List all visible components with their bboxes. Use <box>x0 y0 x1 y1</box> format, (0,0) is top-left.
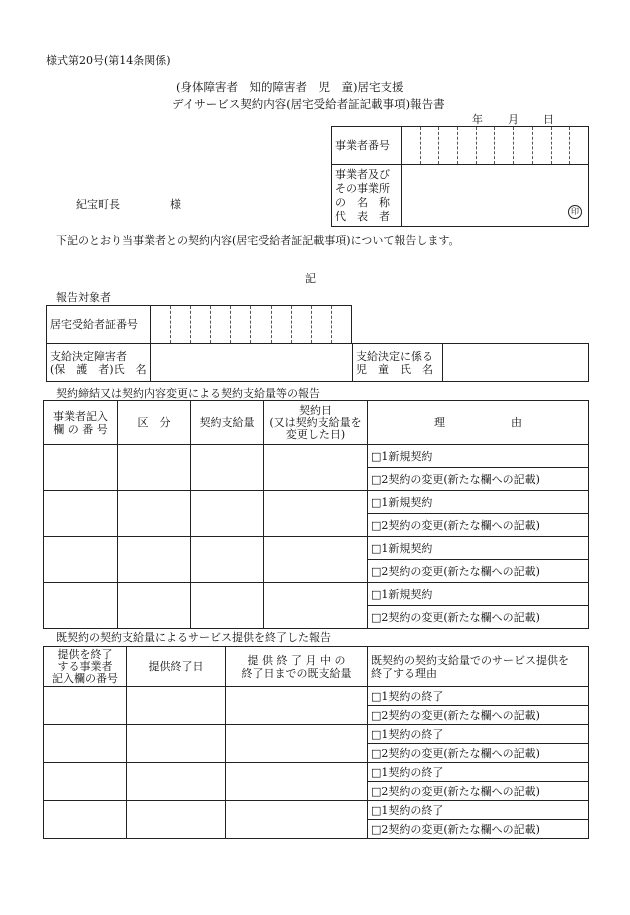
seal-mark: 印 <box>568 205 582 219</box>
option-new-contract[interactable]: □1新規契約 <box>368 445 589 468</box>
cert-number-digit[interactable] <box>231 306 251 344</box>
provider-number-digit[interactable] <box>458 127 477 165</box>
amount-cell[interactable] <box>191 491 264 537</box>
used-amount-cell[interactable] <box>226 763 368 801</box>
cert-number-digit[interactable] <box>311 306 331 344</box>
entry-no-cell[interactable] <box>44 537 118 583</box>
cert-number-digit[interactable] <box>191 306 211 344</box>
option-new-contract[interactable]: □1新規契約 <box>368 537 589 560</box>
header-termination-entry-no: 提供を終了 する事業者 記入欄の番号 <box>44 647 127 687</box>
cert-number-table <box>46 305 352 344</box>
option-change-contract[interactable]: □2契約の変更(新たな欄への記載) <box>368 468 589 491</box>
end-date-cell[interactable] <box>127 687 226 725</box>
termination-entry-no-cell[interactable] <box>44 687 127 725</box>
amount-cell[interactable] <box>191 537 264 583</box>
addressee: 紀宝町長 <box>76 198 120 211</box>
provider-number-digit[interactable] <box>532 127 551 165</box>
option-contract-end[interactable]: □1契約の終了 <box>368 763 589 782</box>
title-line-1: (身体障害者 知的障害者 児 童)居宅支援 <box>176 80 404 94</box>
child-label: 支給決定に係る 児 童 氏 名 <box>353 344 443 382</box>
form-number: 様式第20号(第14条関係) <box>46 54 171 67</box>
option-change-contract[interactable]: □2契約の変更(新たな欄への記載) <box>368 560 589 583</box>
option-contract-end[interactable]: □1契約の終了 <box>368 687 589 706</box>
provider-number-digit[interactable] <box>402 127 421 165</box>
option-change-contract[interactable]: □2契約の変更(新たな欄への記載) <box>368 514 589 537</box>
entry-no-cell[interactable] <box>44 583 118 629</box>
entry-no-cell[interactable] <box>44 491 118 537</box>
category-cell[interactable] <box>118 445 191 491</box>
provider-number-digit[interactable] <box>514 127 533 165</box>
header-reason: 理 由 <box>368 401 589 445</box>
date-day: 日 <box>543 113 554 126</box>
provider-number-digit[interactable] <box>476 127 495 165</box>
option-new-contract[interactable]: □1新規契約 <box>368 491 589 514</box>
end-date-cell[interactable] <box>127 801 226 839</box>
provider-number-digit[interactable] <box>420 127 439 165</box>
option-new-contract[interactable]: □1新規契約 <box>368 583 589 606</box>
option-change-contract[interactable]: □2契約の変更(新たな欄への記載) <box>368 606 589 629</box>
contract-table <box>43 400 589 629</box>
category-cell[interactable] <box>118 491 191 537</box>
option-change-contract[interactable]: □2契約の変更(新たな欄への記載) <box>368 820 589 839</box>
option-contract-end[interactable]: □1契約の終了 <box>368 725 589 744</box>
recipient-table <box>46 343 589 382</box>
amount-cell[interactable] <box>191 445 264 491</box>
cert-number-digit[interactable] <box>291 306 311 344</box>
intro-text: 下記のとおり当事業者との契約内容(居宅受給者証記載事項)について報告します。 <box>56 234 460 247</box>
cert-number-label: 居宅受給者証番号 <box>47 306 151 344</box>
option-change-contract[interactable]: □2契約の変更(新たな欄への記載) <box>368 782 589 801</box>
guardian-label: 支給決定障害者 (保 護 者)氏 名 <box>47 344 151 382</box>
guardian-name-field[interactable] <box>151 344 353 382</box>
title-line-2: デイサービス契約内容(居宅受給者証記載事項)報告書 <box>172 97 445 111</box>
provider-table <box>331 126 589 227</box>
end-date-cell[interactable] <box>127 763 226 801</box>
target-label: 報告対象者 <box>56 291 111 304</box>
termination-table <box>43 646 589 839</box>
provider-number-digit[interactable] <box>551 127 570 165</box>
cert-number-digit[interactable] <box>151 306 171 344</box>
cert-number-digit[interactable] <box>331 306 351 344</box>
header-contract-date: 契約日 (又は契約支給量を 変更した日) <box>264 401 368 445</box>
section2-title: 既契約の契約支給量によるサービス提供を終了した報告 <box>56 631 331 644</box>
termination-entry-no-cell[interactable] <box>44 725 127 763</box>
provider-name-label: 事業者及び その事業所 の 名 称 代 表 者 <box>332 165 402 227</box>
entry-no-cell[interactable] <box>44 445 118 491</box>
end-date-cell[interactable] <box>127 725 226 763</box>
provider-number-label: 事業者番号 <box>332 127 402 165</box>
used-amount-cell[interactable] <box>226 725 368 763</box>
provider-name-field[interactable] <box>402 165 589 227</box>
child-name-field[interactable] <box>443 344 589 382</box>
header-end-date: 提供終了日 <box>127 647 226 687</box>
provider-number-digit[interactable] <box>570 127 589 165</box>
header-entry-no: 事業者記入 欄 の 番 号 <box>44 401 118 445</box>
used-amount-cell[interactable] <box>226 687 368 725</box>
category-cell[interactable] <box>118 537 191 583</box>
provider-number-digit[interactable] <box>439 127 458 165</box>
header-category: 区 分 <box>118 401 191 445</box>
contract-date-cell[interactable] <box>264 445 368 491</box>
option-contract-end[interactable]: □1契約の終了 <box>368 801 589 820</box>
date-month: 月 <box>508 113 519 126</box>
header-termination-reason: 既契約の契約支給量でのサービス提供を 終了する理由 <box>368 647 589 687</box>
header-used-amount: 提 供 終 了 月 中 の 終了日までの既支給量 <box>226 647 368 687</box>
contract-date-cell[interactable] <box>264 537 368 583</box>
cert-number-digit[interactable] <box>211 306 231 344</box>
category-cell[interactable] <box>118 583 191 629</box>
contract-date-cell[interactable] <box>264 491 368 537</box>
amount-cell[interactable] <box>191 583 264 629</box>
cert-number-digit[interactable] <box>251 306 271 344</box>
used-amount-cell[interactable] <box>226 801 368 839</box>
date-year: 年 <box>472 113 483 126</box>
option-change-contract[interactable]: □2契約の変更(新たな欄への記載) <box>368 744 589 763</box>
header-amount: 契約支給量 <box>191 401 264 445</box>
provider-number-digit[interactable] <box>495 127 514 165</box>
cert-number-digit[interactable] <box>171 306 191 344</box>
cert-number-digit[interactable] <box>271 306 291 344</box>
section1-title: 契約締結又は契約内容変更による契約支給量等の報告 <box>56 387 320 400</box>
termination-entry-no-cell[interactable] <box>44 763 127 801</box>
ki-mark: 記 <box>305 272 316 285</box>
option-change-contract[interactable]: □2契約の変更(新たな欄への記載) <box>368 706 589 725</box>
termination-entry-no-cell[interactable] <box>44 801 127 839</box>
honorific: 様 <box>170 198 181 211</box>
contract-date-cell[interactable] <box>264 583 368 629</box>
